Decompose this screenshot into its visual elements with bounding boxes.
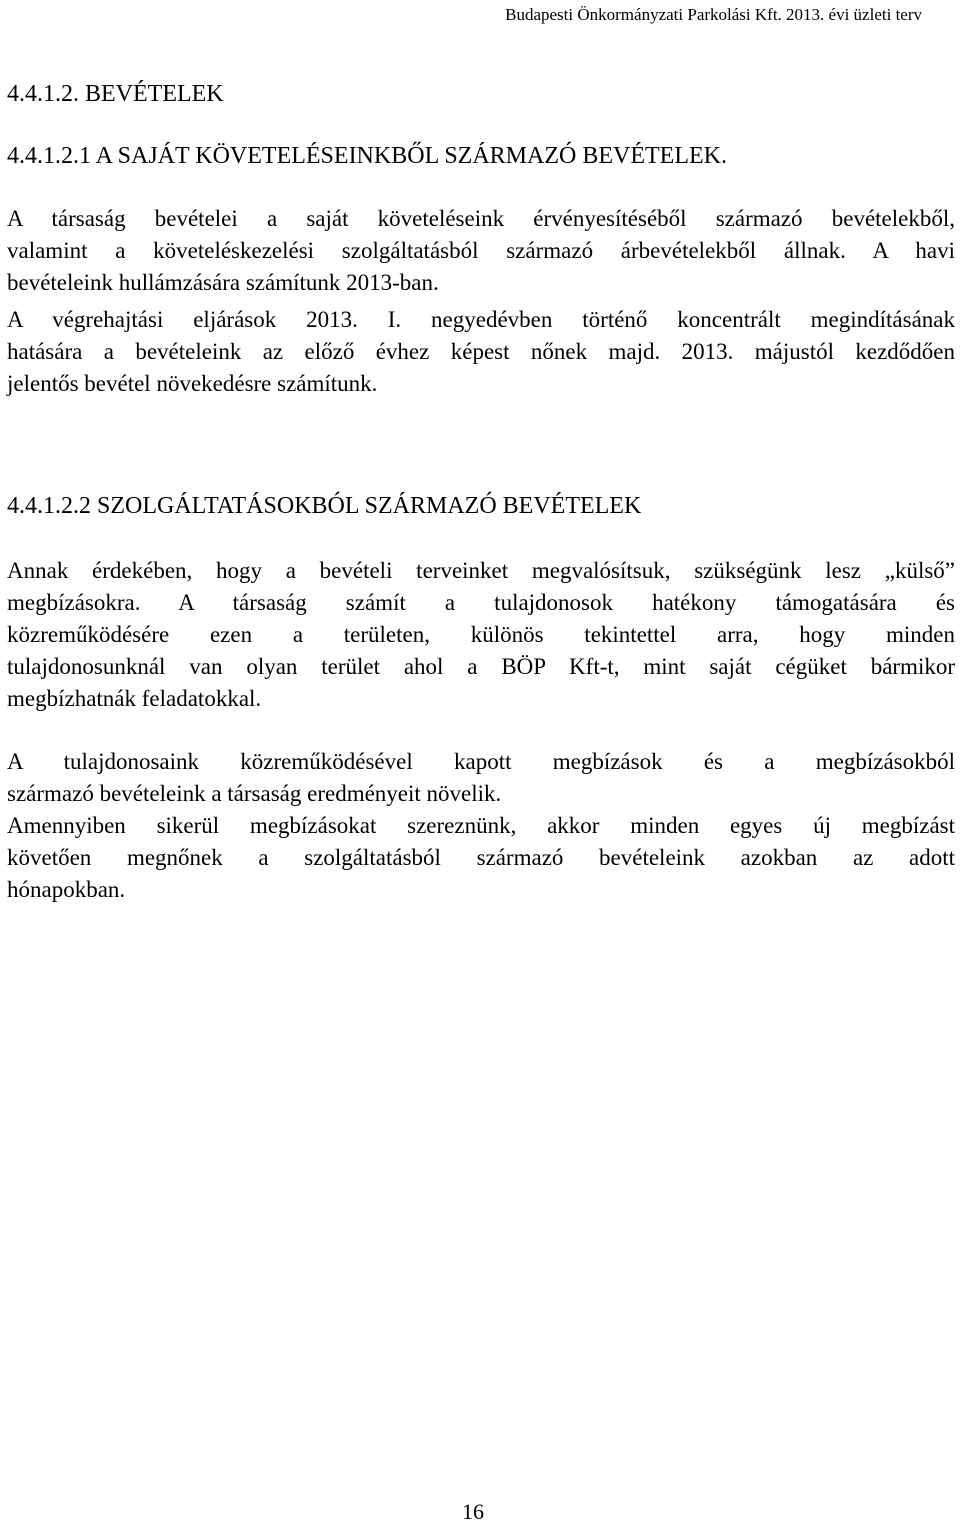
paragraph-line: A végrehajtási eljárások 2013. I. negyedévben történő koncentrált megindításának [7,307,955,332]
paragraph-enforcement [7,304,955,400]
paragraph-line: tulajdonosunknál van olyan terület ahol a BÖP Kft-t, mint saját cégüket bármikor [7,654,955,679]
paragraph-revenue-sources [7,203,955,299]
paragraph-line: A tulajdonosaink közreműködésével kapott megbízások és a megbízásokból [7,749,955,774]
paragraph-line: megbízhatnák feladatokkal. [7,686,262,711]
paragraph-line: származó bevételeink a társaság eredményeit növelik. [7,781,502,806]
paragraph-line: követően megnőnek a szolgáltatásból származó bevételeink azokban az adott [7,845,955,870]
section-heading-revenues: 4.4.1.2. BEVÉTELEK [7,81,224,107]
paragraph-line: hatására a bevételeink az előző évhez képest nőnek majd. 2013. májustól kezdődően [7,339,955,364]
paragraph-line: megbízásokra. A társaság számít a tulajdonosok hatékony támogatására és [7,590,955,615]
section-heading-own-claims: 4.4.1.2.1 A SAJÁT KÖVETELÉSEINKBŐL SZÁRMAZÓ BEVÉTELEK. [7,143,727,169]
page-number: 16 [462,1499,484,1524]
paragraph-new-assignments [7,810,955,906]
paragraph-line: hónapokban. [7,877,126,902]
running-header: Budapesti Önkormányzati Parkolási Kft. 2013. évi üzleti terv [505,5,922,24]
section-heading-services: 4.4.1.2.2 SZOLGÁLTATÁSOKBÓL SZÁRMAZÓ BEVÉTELEK [7,493,642,519]
paragraph-owner-cooperation [7,746,955,810]
paragraph-line: valamint a követeléskezelési szolgáltatásból származó árbevételekből állnak. A havi [7,238,955,263]
paragraph-line: közreműködésére ezen a területen, különös tekintettel arra, hogy minden [7,622,955,647]
paragraph-line: jelentős bevétel növekedésre számítunk. [7,371,378,396]
paragraph-line: Annak érdekében, hogy a bevételi terveinket megvalósítsuk, szükségünk lesz „külső” [7,558,955,583]
paragraph-external-assignments [7,555,955,715]
paragraph-line: A társaság bevételei a saját követeléseink érvényesítéséből származó bevételekből, [7,206,955,231]
paragraph-line: bevételeink hullámzására számítunk 2013-ban. [7,270,439,295]
paragraph-line: Amennyiben sikerül megbízásokat szereznünk, akkor minden egyes új megbízást [7,813,955,838]
